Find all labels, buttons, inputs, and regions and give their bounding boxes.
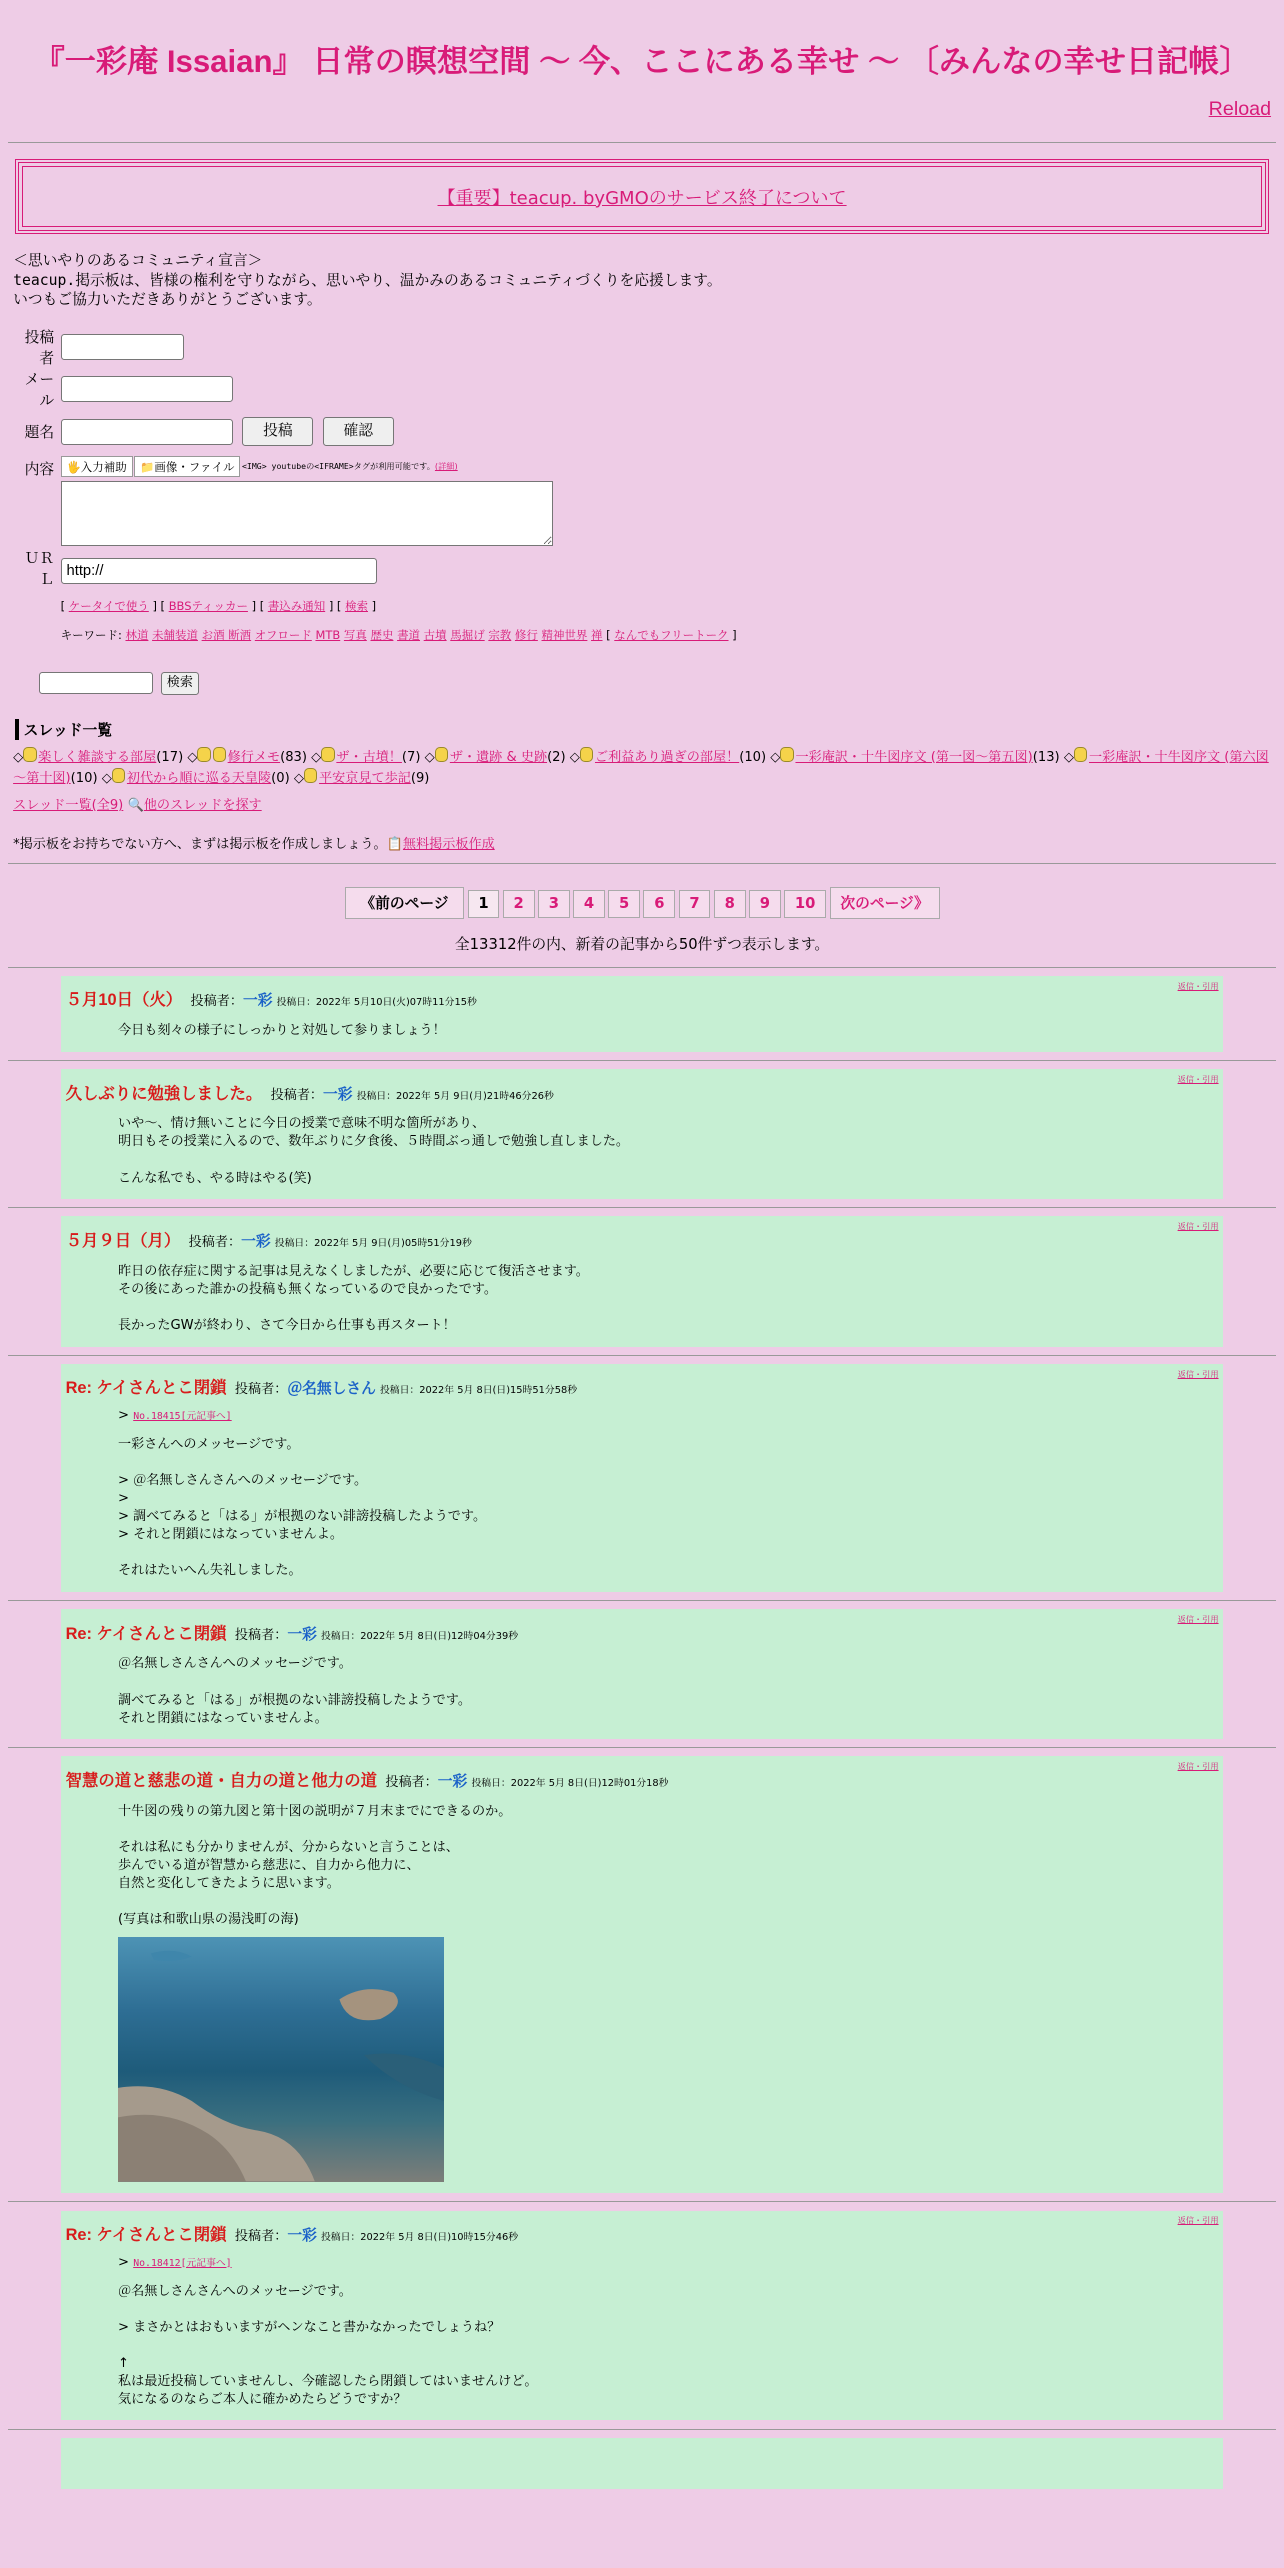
- author-label: 投稿者: [24, 329, 55, 368]
- subject-input[interactable]: [61, 419, 233, 445]
- post-title: Re: ケイさんとこ閉鎖: [65, 1624, 227, 1643]
- page-button[interactable]: 7: [679, 890, 711, 919]
- divider: [8, 2201, 1276, 2202]
- page-button[interactable]: 3: [538, 890, 570, 919]
- post-body: いや～、情け無いことに今日の授業で意味不明な箇所があり、 明日もその授業に入るので、数年ぶりに夕食後、５時間ぶっ通しで勉強し直しました。 こんな私でも、やる時はやる(笑): [118, 1116, 630, 1186]
- bulb-icon: [321, 747, 334, 762]
- post-author: 一彩: [287, 2227, 317, 2245]
- post-body: 昨日の依存症に関する記事は見えなくしましたが、必要に応じて復活させます。 その後にあった誰かの投稿も無くなっているので良かったです。 長かったGWが終わり、さて今日から仕事も再スタート！: [118, 1263, 589, 1333]
- next-page-button[interactable]: 次のページ》: [830, 887, 940, 920]
- keyword-link[interactable]: 宗教: [488, 627, 512, 642]
- thread-link[interactable]: ザ・遺跡 & 史跡: [449, 749, 548, 765]
- author-input[interactable]: [61, 334, 184, 360]
- divider: [8, 142, 1276, 143]
- divider: [8, 1600, 1276, 1601]
- post: 返信・引用 Re: ケイさんとこ閉鎖 投稿者：一彩 投稿日：2022年 5月 8日(日)12時04分39秒 ＠名無しさんさんへのメッセージです。 調べてみると「はる」が根拠のない誹謗投稿したようです。 それと閉鎖にはなっていませんよ。: [61, 1609, 1224, 1739]
- thread-link[interactable]: 初代から順に巡る天皇陵: [126, 770, 272, 786]
- thread-link[interactable]: 修行メモ: [227, 749, 281, 765]
- bulb-icon: [213, 747, 226, 762]
- post-author: 一彩: [242, 992, 273, 1010]
- folder-icon: 📁: [140, 459, 155, 474]
- post-title: 智慧の道と慈悲の道・自力の道と他力の道: [65, 1772, 377, 1791]
- post: 返信・引用 ５月10日（火） 投稿者：一彩 投稿日：2022年 5月10日(火)07時11分15秒 今日も刻々の様子にしっかりと対処して参りましょう！: [61, 976, 1224, 1052]
- post-date: 投稿日：2022年 5月 9日(月)21時46分26秒: [356, 1090, 554, 1102]
- other-threads-link[interactable]: 他のスレッドを探す: [143, 798, 262, 814]
- keyword-link[interactable]: 精神世界: [541, 627, 588, 642]
- post-title: ５月10日（火）: [65, 991, 183, 1010]
- post-body: ＠名無しさんさんへのメッセージです。 > まさかとはおもいますがヘンなこと書かなかったでしょうね？ ↑ 私は最近投稿していませんし、今確認したら閉鎖してはいませんけど。 気になるのならご本人に確かめたらどうですか？: [118, 2283, 538, 2407]
- page-button[interactable]: 9: [749, 890, 781, 919]
- keyword-link[interactable]: 書道: [397, 627, 421, 642]
- keyword-link[interactable]: 古墳: [423, 627, 447, 642]
- keyword-link[interactable]: 馬掘げ: [450, 627, 485, 642]
- keyword-link[interactable]: 修行: [514, 627, 538, 642]
- reload-link[interactable]: Reload: [1208, 98, 1272, 121]
- content-textarea[interactable]: [61, 481, 553, 547]
- page-button[interactable]: 2: [503, 890, 535, 919]
- page-button[interactable]: 6: [643, 890, 675, 919]
- page-button[interactable]: 10: [784, 890, 826, 919]
- mail-label: メール: [24, 371, 55, 410]
- mobile-link[interactable]: ケータイで使う: [68, 599, 149, 614]
- important-notice-box: [15, 159, 1270, 234]
- all-threads-link[interactable]: スレッド一覧(全9): [13, 798, 124, 814]
- free-talk-link[interactable]: なんでもフリートーク: [614, 627, 729, 642]
- confirm-button[interactable]: 確認: [323, 417, 394, 447]
- keyword-link[interactable]: 歴史: [370, 627, 394, 642]
- post: 返信・引用 ５月９日（月） 投稿者：一彩 投稿日：2022年 5月 9日(月)05時51分19秒 昨日の依存症に関する記事は見えなくしましたが、必要に応じて復活させます。 その後にあった誰かの投稿も無くなっているので良かったです。 長かったGWが終わり、さて今日から仕事も再スタート！: [61, 1216, 1224, 1346]
- bulb-icon: [1074, 747, 1087, 762]
- declaration-heading: ＜思いやりのあるコミュニティ宣言＞: [13, 251, 263, 269]
- thread-link[interactable]: ザ・古墳！: [336, 749, 402, 765]
- keyword-link[interactable]: オフロード: [254, 627, 312, 642]
- page-title: 『一彩庵 Issaian』 日常の瞑想空間 ～ 今、ここにある幸せ ～ 〔みんなの幸せ日記帳〕: [33, 44, 1251, 80]
- reply-quote-link[interactable]: 返信・引用: [1177, 2215, 1219, 2226]
- post-date: 投稿日：2022年 5月 8日(日)12時04分39秒: [320, 1630, 519, 1642]
- keyword-search-input[interactable]: [39, 672, 152, 693]
- page-button[interactable]: 4: [573, 890, 605, 919]
- thread-list-title: スレッド一覧: [15, 719, 1276, 740]
- post-button[interactable]: 投稿: [242, 417, 313, 447]
- post-author: 一彩: [287, 1625, 317, 1643]
- board-icon: 📋: [386, 836, 403, 852]
- subject-label: 題名: [24, 424, 55, 442]
- keyword-link[interactable]: 写真: [343, 627, 367, 642]
- thread-link[interactable]: 一彩庵訳・十牛図序文 (第六図～第十図): [13, 749, 1269, 786]
- create-board-link[interactable]: 無料掲示板作成: [402, 836, 495, 852]
- keyword-search: [39, 668, 1276, 698]
- post-count-summary: 全13312件の内、新着の記事から50件ずつ表示します。: [454, 935, 830, 953]
- page-button[interactable]: 1: [468, 890, 500, 919]
- pagination: [8, 885, 1276, 919]
- notify-link[interactable]: 書込み通知: [267, 599, 326, 614]
- divider: [8, 1747, 1276, 1748]
- divider: [8, 863, 1276, 864]
- post-author: 一彩: [323, 1085, 353, 1103]
- original-post-link[interactable]: No.18415[元記事へ]: [133, 1410, 232, 1422]
- page-button[interactable]: 5: [608, 890, 640, 919]
- keyword-link[interactable]: MTB: [315, 627, 341, 642]
- reply-quote-link[interactable]: 返信・引用: [1177, 1613, 1219, 1624]
- reply-quote-link[interactable]: 返信・引用: [1177, 980, 1219, 991]
- reply-quote-link[interactable]: 返信・引用: [1177, 1761, 1219, 1772]
- divider: [8, 1355, 1276, 1356]
- post-title: 久しぶりに勉強しました。: [65, 1084, 263, 1103]
- post-title: Re: ケイさんとこ閉鎖: [65, 2226, 227, 2245]
- url-label: ＵＲＬ: [24, 549, 55, 588]
- post-author: 一彩: [437, 1773, 468, 1791]
- thread-link[interactable]: ご利益あり過ぎの部屋！: [594, 749, 740, 765]
- bulb-icon: [112, 768, 125, 783]
- keyword-search-button[interactable]: 検索: [161, 672, 199, 695]
- post-author: ＠名無しさん: [287, 1380, 376, 1398]
- reply-quote-link[interactable]: 返信・引用: [1177, 1073, 1219, 1084]
- sea-photo: [118, 1937, 444, 2181]
- mail-input[interactable]: [61, 376, 233, 402]
- promo-text: *掲示板をお持ちでない方へ、まずは掲示板を作成しましょう。: [13, 836, 387, 852]
- keywords: キーワード: 林道 未舗装道 お酒 断酒 オフロード MTB 写真 歴史 書道 古墳 馬掘げ 宗教 修行 精神世界 禅 [ なんでもフリートーク ]: [60, 627, 737, 642]
- utility-links: [ ケータイで使う ] [ BBSティッカー ] [ 書込み通知 ] [ 検索 ]: [60, 599, 377, 614]
- bulb-icon: [580, 747, 593, 762]
- tag-detail-link[interactable]: (詳細): [434, 461, 458, 472]
- post-author: 一彩: [241, 1233, 271, 1251]
- post-title: Re: ケイさんとこ閉鎖: [65, 1379, 227, 1398]
- keyword-link[interactable]: 林道: [125, 627, 149, 642]
- community-declaration: [13, 251, 1276, 310]
- bulb-icon: [23, 747, 36, 762]
- post: 返信・引用 智慧の道と慈悲の道・自力の道と他力の道 投稿者：一彩 投稿日：2022年 5月 8日(日)12時01分18秒 十牛図の残りの第九図と第十図の説明が７月末までにできるのか。 それは私にも分かりませんが、分からないと言うことは、 歩んでいる道が智慧から慈悲に、自力から他力に、 自然と変化してきたように思います。 (写真は和歌山県の湯浅町の海): [61, 1756, 1224, 2193]
- divider: [8, 1207, 1276, 1208]
- post: [61, 2438, 1224, 2489]
- post: 返信・引用 Re: ケイさんとこ閉鎖 投稿者：＠名無しさん 投稿日：2022年 5月 8日(日)15時51分58秒 > No.18415[元記事へ] 一彩さんへのメッセージです。 > ＠名無しさんさんへのメッセージです。 > > 調べてみると「はる」が根拠のない誹謗投稿したようです。 > それと閉鎖にはなっていませんよ。 それはたいへん失礼しました。: [61, 1364, 1224, 1592]
- keyword-link[interactable]: お酒 断酒: [201, 627, 252, 642]
- thread-link[interactable]: 一彩庵訳・十牛図序文 (第一図～第五図): [795, 749, 1033, 765]
- declaration-text: 掲示板は、皆様の権利を守りながら、思いやり、温かみのあるコミュニティづくりを応援します。: [75, 271, 722, 289]
- post: 返信・引用 Re: ケイさんとこ閉鎖 投稿者：一彩 投稿日：2022年 5月 8日(日)10時15分46秒 > No.18412[元記事へ] ＠名無しさんさんへのメッセージです。 > まさかとはおもいますがヘンなこと書かなかったでしょうね？ ↑ 私は最近投稿していませんし、今確認したら閉鎖してはいませんけど。 気になるのならご本人に確かめたらどうですか？: [61, 2211, 1224, 2421]
- thread-link[interactable]: 楽しく雑談する部屋: [38, 749, 157, 765]
- input-assist-tab[interactable]: 🖐入力補助: [61, 456, 133, 477]
- ticker-link[interactable]: BBSティッカー: [168, 599, 248, 614]
- post-date: 投稿日：2022年 5月 9日(月)05時51分19秒: [274, 1238, 472, 1250]
- teacup-brand: teacup.: [13, 271, 76, 289]
- post-body: 十牛図の残りの第九図と第十図の説明が７月末までにできるのか。 それは私にも分かりませんが、分からないと言うことは、 歩んでいる道が智慧から慈悲に、自力から他力に、 自然と変化してきたように思います。 (写真は和歌山県の湯浅町の海): [118, 1803, 512, 1928]
- thread-list: ◇ 楽しく雑談する部屋(17) ◇ 修行メモ(83) ◇ ザ・古墳！(7) ◇ ザ・遺跡 & 史跡(2) ◇ ご利益あり過ぎの部屋！(10) ◇ 一彩庵訳・十牛図序文 (第一図～第五図)(13) ◇ 一彩庵訳・十牛図序文 (第六図～第十図)(10) ◇ 初代から順に巡る天皇陵(0) ◇ 平安京見て歩記(9): [13, 747, 1276, 790]
- post-body: 一彩さんへのメッセージです。 > ＠名無しさんさんへのメッセージです。 > > 調べてみると「はる」が根拠のない誹謗投稿したようです。 > それと閉鎖にはなっていませんよ。 それはたいへん失礼しました。: [118, 1436, 487, 1579]
- post-form: [8, 326, 740, 651]
- keyword-link[interactable]: 未舗装道: [152, 627, 198, 642]
- tag-note: <IMG> youtubeの<IFRAME>タグが利用可能です。: [241, 461, 435, 472]
- post-date: 投稿日：2022年 5月 8日(日)10時15分46秒: [320, 2232, 519, 2244]
- search-link[interactable]: 検索: [345, 599, 368, 614]
- declaration-thanks: いつもご協力いただきありがとうございます。: [13, 291, 322, 309]
- magnifier-icon: 🔍: [127, 798, 144, 814]
- reply-quote-link[interactable]: 返信・引用: [1177, 1221, 1219, 1232]
- bulb-icon: [197, 747, 210, 762]
- prev-page-button[interactable]: 《前のページ: [345, 887, 465, 920]
- keyword-link[interactable]: 禅: [591, 627, 603, 642]
- image-file-tab[interactable]: 📁画像・ファイル: [134, 456, 240, 477]
- divider: [8, 967, 1276, 968]
- url-input[interactable]: [61, 558, 378, 584]
- post-date: 投稿日：2022年 5月 8日(日)12時01分18秒: [471, 1778, 669, 1790]
- post-body: ＠名無しさんさんへのメッセージです。 調べてみると「はる」が根拠のない誹謗投稿したようです。 それと閉鎖にはなっていませんよ。: [118, 1656, 471, 1726]
- reply-quote-link[interactable]: 返信・引用: [1177, 1368, 1219, 1379]
- divider: [8, 1060, 1276, 1061]
- page-button[interactable]: 8: [714, 890, 746, 919]
- original-post-link[interactable]: No.18412[元記事へ]: [133, 2257, 232, 2269]
- post-body: 今日も刻々の様子にしっかりと対処して参りましょう！: [118, 1023, 446, 1039]
- post-date: 投稿日：2022年 5月 8日(日)15時51分58秒: [379, 1385, 578, 1397]
- post-date: 投稿日：2022年 5月10日(火)07時11分15秒: [276, 997, 477, 1009]
- service-end-notice-link[interactable]: 【重要】teacup. byGMOのサービス終了について: [437, 187, 847, 209]
- post: 返信・引用 久しぶりに勉強しました。 投稿者：一彩 投稿日：2022年 5月 9日(月)21時46分26秒 いや～、情け無いことに今日の授業で意味不明な箇所があり、 明日もその授業に入るので、数年ぶりに夕食後、５時間ぶっ通しで勉強し直しました。 こんな私でも、やる時はやる(笑): [61, 1069, 1224, 1199]
- assist-icon: 🖐: [66, 459, 81, 474]
- thread-link[interactable]: 平安京見て歩記: [319, 770, 411, 786]
- content-label: 内容: [24, 460, 55, 478]
- post-title: ５月９日（月）: [65, 1232, 181, 1251]
- bulb-icon: [304, 768, 317, 783]
- divider: [8, 2429, 1276, 2430]
- bulb-icon: [435, 747, 448, 762]
- bulb-icon: [780, 747, 793, 762]
